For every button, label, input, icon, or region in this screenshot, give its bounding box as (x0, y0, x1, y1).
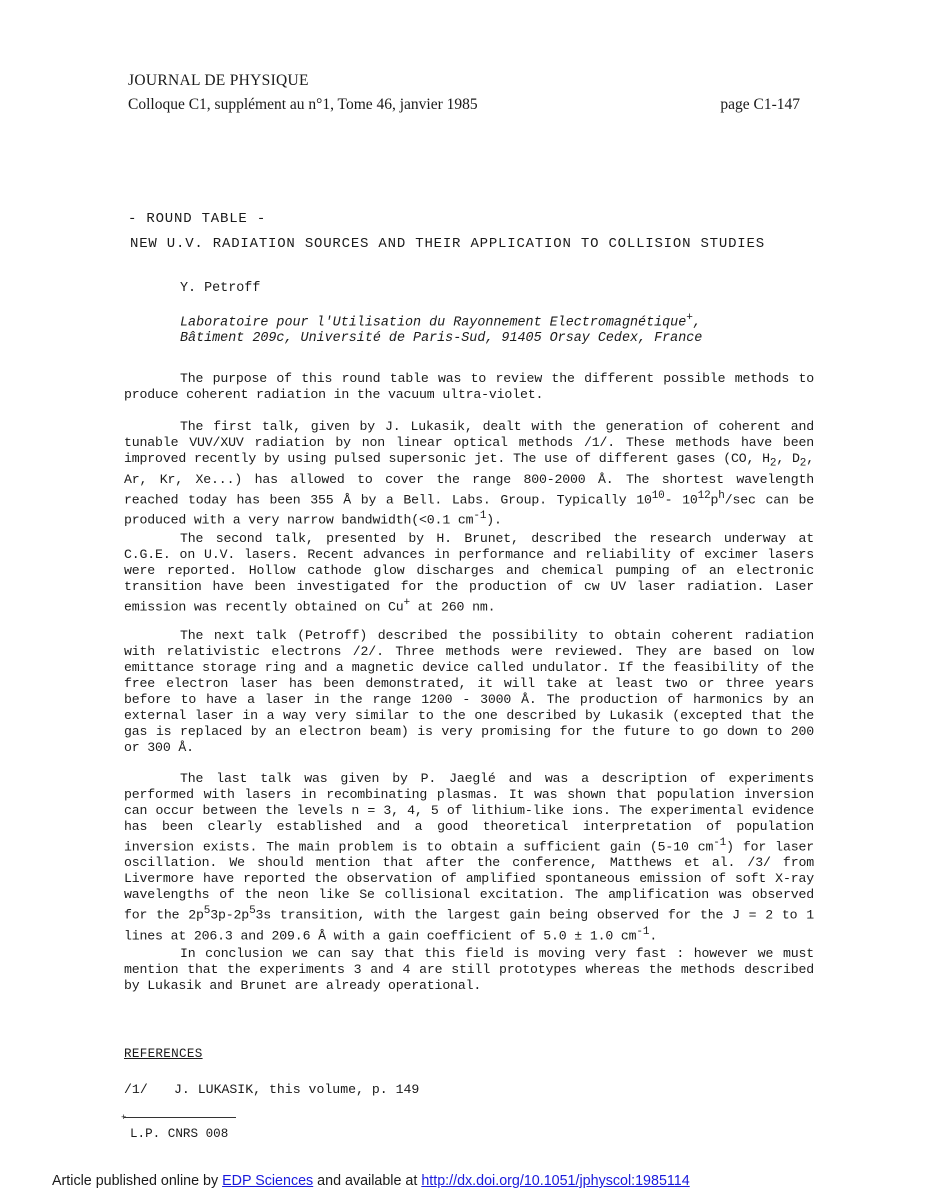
journal-name: JOURNAL DE PHYSIQUE (128, 72, 309, 89)
affiliation-line-2: Bâtiment 209c, Université de Paris-Sud, 91405 Orsay Cedex, France (180, 331, 703, 347)
author-affiliation: Laboratoire pour l'Utilisation du Rayonnement Electromagnétique+, Bâtiment 209c, Université de Paris-Sud, 91405 Orsay Cedex, France (180, 312, 703, 347)
section-label: - ROUND TABLE - (128, 211, 267, 227)
doi-link[interactable]: http://dx.doi.org/10.1051/jphyscol:1985114 (421, 1173, 690, 1189)
paragraph-second-talk: The second talk, presented by H. Brunet, described the research underway at C.G.E. on U.V. lasers. Recent advances in performance and reliability of excimer lasers were reported. Hollow cathode glow discharges and chemical pumping of an electronic transition have been investigated for the production of cw UV laser radiation. Laser emission was recently obtained on Cu+ at 260 nm. (124, 531, 814, 615)
footnote-rule (124, 1117, 236, 1118)
reference-item (124, 1082, 419, 1097)
footnote-mark: + (121, 1113, 127, 1123)
author-name: Y. Petroff (180, 281, 261, 296)
reference-text: J. LUKASIK, this volume, p. 149 (174, 1082, 420, 1097)
footnote-text: L.P. CNRS 008 (130, 1127, 229, 1141)
issue-info: Colloque C1, supplément au n°1, Tome 46, janvier 1985 (128, 96, 478, 113)
paragraph-next-talk: The next talk (Petroff) described the possibility to obtain coherent radiation with relativistic electrons /2/. Three methods were reviewed. They are based on low emittance storage ring and a magnetic device called undulator. If the feasibility of the free electron laser has been demonstrated, it will take at least two or three years before to have a laser in the range 1200 - 3000 Å. The production of harmonics by an external laser in a way very similar to the one described by Lukasik (excepted that the gas is replaced by an electron beam) is very promising for the future to go down to 200 or 300 Å. (124, 628, 814, 755)
reference-number: /1/ (124, 1082, 148, 1097)
affiliation-footnote-mark: + (686, 312, 693, 324)
affiliation-line-1: Laboratoire pour l'Utilisation du Rayonnement Electromagnétique (180, 315, 687, 331)
paragraph-conclusion: In conclusion we can say that this field is moving very fast : however we must mention that the experiments 3 and 4 are still prototypes whereas the methods described by Lukasik and Brunet are already operational. (124, 946, 814, 993)
paragraph-last-talk: The last talk was given by P. Jaeglé and was a description of experiments performed with lasers in recombinating plasmas. It was shown that population inversion can occur between the levels n = 3, 4, 5 of lithium-like ions. The experimental evidence has been clearly established and a good theoretical interpretation of population inversion exists. The main problem is to obtain a sufficient gain (5-10 $cm^{-1}$) for laser oscillation. We should mention that after the conference, Matthews et al. /3/ from Livermore have reported the observation of amplified spontaneous emission of soft X-ray wavelengths of the neon like Se collisional excitation. The amplification was observed for the $2p^53p-2p^53s$ transition, with the largest gain being observed for the J = 2 to 1 lines at 206.3 and 209.6 Å with a gain coefficient of 5.0 ± 1.0 $cm^{-1}$. (124, 771, 815, 944)
references-heading: REFERENCES (124, 1047, 203, 1061)
paragraph-first-talk: The first talk, given by J. Lukasik, dealt with the generation of coherent and tunable VUV/XUV radiation by non linear optical methods /1/. These methods have been improved recently by using pulsed supersonic jet. The use of different gases (CO, $H_2$, $D_2$, Ar, Kr, Xe...) has allowed to cover the range 800-2000 Å. The shortest wavelength reached today has been 355 Å by a Bell. Labs. Group. Typically $10^{10}-$ $10^{12}p^h/\sec$ can be produced with a very narrow bandwidth(<0.1 $cm^{-1}$). (124, 419, 814, 528)
paragraph-purpose: The purpose of this round table was to review the different possible methods to produce coherent radiation in the vacuum ultra-violet. (124, 371, 814, 402)
publication-footer: Article published online by EDP Sciences and available at http://dx.doi.org/10.1051/jphyscol:1985114 (52, 1173, 690, 1189)
paper-title: NEW U.V. RADIATION SOURCES AND THEIR APPLICATION TO COLLISION STUDIES (130, 236, 765, 252)
page-number: page C1-147 (720, 96, 800, 113)
publisher-link[interactable]: EDP Sciences (222, 1173, 314, 1189)
